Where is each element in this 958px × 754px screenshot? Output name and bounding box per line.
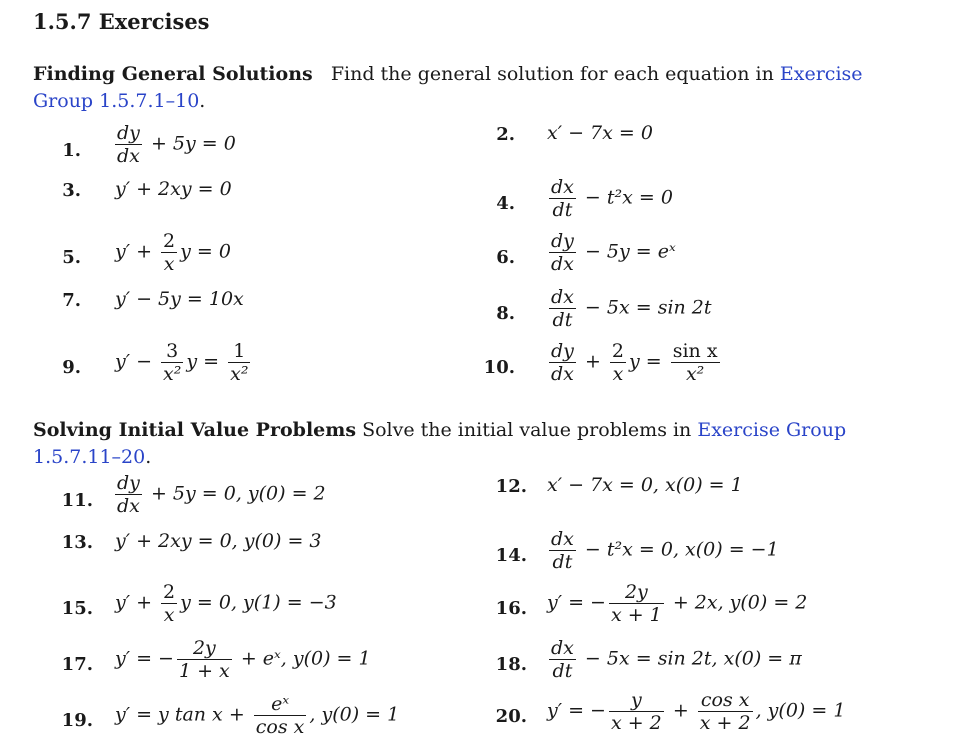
frac-num: 2 (611, 340, 624, 362)
eq-rest: + 5y = 0, y(0) = 2 (144, 482, 326, 505)
frac-den: 1 + x (178, 660, 230, 682)
frac-den: dx (117, 495, 140, 517)
exercise-number: 3. (62, 180, 81, 201)
exercise-number: 2. (496, 124, 515, 145)
eq-rest: y = 0 (180, 240, 231, 263)
equation-9 (115, 340, 253, 385)
frac-num: 2 (163, 230, 176, 252)
eq-mid: y = (629, 350, 668, 373)
group1-intro-text: Find the general solution for each equation in (330, 63, 774, 85)
group2-intro (33, 417, 923, 471)
frac-den: x² (685, 363, 705, 385)
eq-pre: y′ = − (547, 699, 606, 722)
equation-12: x′ − 7x = 0, x(0) = 1 (547, 474, 743, 496)
frac-den: x² (230, 363, 249, 385)
equation-17 (115, 637, 371, 682)
eq-rest: − t²x = 0 (578, 186, 673, 209)
frac-den: dx (551, 363, 574, 385)
exercise-number: 8. (496, 303, 515, 324)
frac-num: cos x (698, 689, 753, 712)
equation-5 (115, 230, 231, 275)
eq-pre: y′ + (115, 591, 159, 614)
section-title (33, 9, 210, 34)
equation-3: y′ + 2xy = 0 (115, 178, 232, 200)
eq-mid: + (666, 699, 695, 722)
frac-den: dt (552, 660, 573, 682)
frac-den: dt (552, 199, 573, 221)
eq-rest: , y(0) = 1 (755, 699, 846, 722)
exercise-number: 1. (62, 140, 81, 161)
frac-num: 2y (609, 581, 664, 604)
equation-19 (115, 693, 399, 738)
group2-intro-text: Solve the initial value problems in (362, 419, 692, 441)
equation-16 (547, 581, 807, 626)
frac-den: x (163, 253, 175, 275)
exercise-number: 5. (62, 247, 81, 268)
exercise-number: 13. (61, 532, 93, 553)
group2-end: . (145, 446, 152, 468)
exercise-number: 6. (496, 247, 515, 268)
frac-num: dx (551, 176, 574, 198)
group2-link[interactable]: Exercise Group 1.5.7.11–20 (33, 419, 847, 468)
equation-20 (547, 689, 845, 734)
exercise-number: 20. (495, 706, 527, 727)
group1-title: Finding General Solutions (33, 63, 313, 85)
eq-mid: y = (186, 350, 226, 373)
frac-den: dt (552, 551, 573, 573)
equation-8 (546, 286, 712, 331)
frac-den: x (163, 604, 175, 626)
equation-14 (546, 528, 779, 573)
eq-pre: y′ = − (547, 591, 606, 614)
equation-1 (112, 122, 236, 167)
exercise-number: 10. (483, 357, 515, 378)
frac-num: 2 (163, 581, 176, 603)
eq-rest: , y(0) = 1 (309, 703, 400, 726)
exercise-number: 15. (61, 598, 93, 619)
exercise-number: 11. (61, 490, 93, 511)
eq-pre: y′ = − (115, 647, 174, 670)
frac-num: y (609, 689, 664, 712)
group2-title: Solving Initial Value Problems (33, 419, 357, 441)
frac-den: dx (117, 145, 140, 167)
section-title-text: Exercises (98, 9, 210, 34)
eq-rest: + eˣ, y(0) = 1 (234, 647, 371, 670)
frac-num: dx (551, 637, 574, 659)
eq-pre: y′ = y tan x + (115, 703, 251, 726)
eq-rest: − 5x = sin 2t (578, 296, 712, 319)
frac-den: x + 2 (699, 712, 751, 734)
frac-num: dy (551, 340, 574, 362)
eq-pre: y′ − (115, 350, 159, 373)
frac-num: 1 (228, 340, 250, 363)
exercise-number: 4. (496, 193, 515, 214)
frac-den: x (612, 363, 624, 385)
equation-10 (546, 340, 723, 385)
exercise-number: 16. (495, 598, 527, 619)
frac-num: dy (551, 230, 574, 252)
exercise-number: 9. (62, 357, 81, 378)
frac-den: x + 2 (610, 712, 662, 734)
equation-7: y′ − 5y = 10x (115, 288, 244, 310)
frac-num: dx (551, 528, 574, 550)
eq-rest: − 5y = eˣ (578, 240, 676, 263)
frac-num: sin x (672, 340, 718, 362)
frac-num: 2y (177, 637, 232, 660)
equation-15 (115, 581, 337, 626)
section-number: 1.5.7 (33, 9, 92, 34)
exercise-number: 14. (495, 545, 527, 566)
frac-num: 3 (161, 340, 183, 363)
exercise-number: 7. (62, 290, 81, 311)
group1-link[interactable]: Exercise Group 1.5.7.1–10 (33, 63, 863, 112)
equation-13: y′ + 2xy = 0, y(0) = 3 (115, 530, 322, 552)
exercise-number: 19. (61, 710, 93, 731)
exercise-number: 17. (61, 654, 93, 675)
eq-rest: + 2x, y(0) = 2 (666, 591, 808, 614)
equation-6 (546, 230, 676, 275)
frac-den: dx (551, 253, 574, 275)
exercise-number: 18. (495, 654, 527, 675)
equation-4 (546, 176, 673, 221)
eq-rest: y = 0, y(1) = −3 (180, 591, 337, 614)
eq-pre: y′ + (115, 240, 159, 263)
frac-num: eˣ (254, 693, 307, 716)
group1-end: . (199, 90, 206, 112)
frac-den: cos x (255, 716, 305, 738)
equation-11 (112, 472, 326, 517)
eq-rest: + 5y = 0 (144, 132, 236, 155)
frac-num: dx (551, 286, 574, 308)
frac-den: x² (163, 363, 182, 385)
frac-num: dy (117, 122, 140, 144)
equation-2: x′ − 7x = 0 (547, 122, 653, 144)
eq-mid: + (578, 350, 607, 373)
frac-num: dy (117, 472, 140, 494)
equation-18 (546, 637, 802, 682)
frac-den: dt (552, 309, 573, 331)
exercise-number: 12. (495, 476, 527, 497)
eq-rest: − t²x = 0, x(0) = −1 (578, 538, 779, 561)
eq-rest: − 5x = sin 2t, x(0) = π (578, 647, 802, 670)
frac-den: x + 1 (610, 604, 662, 626)
group1-intro (33, 61, 903, 115)
